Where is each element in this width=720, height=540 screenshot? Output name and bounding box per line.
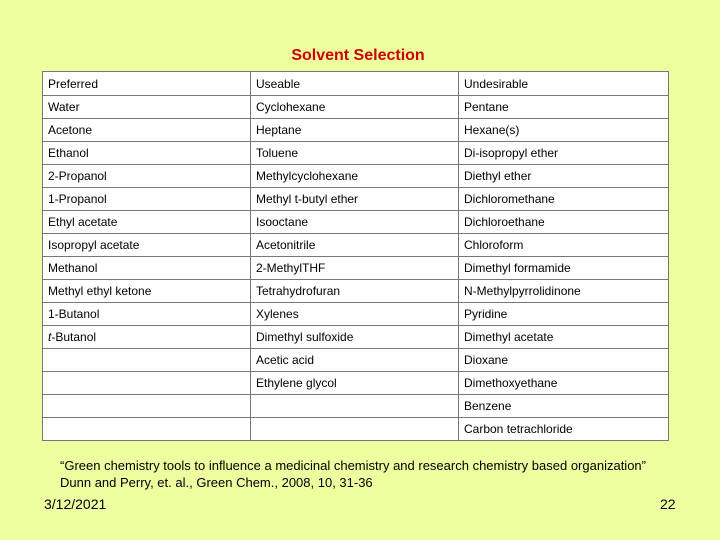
table-row	[43, 165, 669, 188]
cell-useable: Methyl t-butyl ether	[251, 188, 459, 211]
citation-line-1: “Green chemistry tools to influence a medicinal chemistry and research chemistry based organization”	[60, 458, 646, 473]
table-row	[43, 395, 669, 418]
cell-undesirable: Pentane	[459, 96, 669, 119]
cell-undesirable: Dichloromethane	[459, 188, 669, 211]
cell-preferred: Water	[43, 96, 251, 119]
table-row	[43, 119, 669, 142]
cell-preferred: Acetone	[43, 119, 251, 142]
cell-useable	[251, 418, 459, 441]
cell-useable: Isooctane	[251, 211, 459, 234]
table-row	[43, 418, 669, 441]
cell-useable	[251, 395, 459, 418]
table-row	[43, 372, 669, 395]
cell-useable: Methylcyclohexane	[251, 165, 459, 188]
header-undesirable: Undesirable	[459, 72, 669, 96]
cell-preferred: Methanol	[43, 257, 251, 280]
cell-useable: Xylenes	[251, 303, 459, 326]
cell-useable: Dimethyl sulfoxide	[251, 326, 459, 349]
cell-preferred	[43, 372, 251, 395]
cell-preferred: 1-Propanol	[43, 188, 251, 211]
cell-preferred: Ethyl acetate	[43, 211, 251, 234]
cell-preferred: Methyl ethyl ketone	[43, 280, 251, 303]
cell-undesirable: Benzene	[459, 395, 669, 418]
cell-undesirable: Di-isopropyl ether	[459, 142, 669, 165]
cell-useable: Tetrahydrofuran	[251, 280, 459, 303]
cell-useable: Toluene	[251, 142, 459, 165]
cell-useable: 2-MethylTHF	[251, 257, 459, 280]
table-row	[43, 211, 669, 234]
cell-preferred: 1-Butanol	[43, 303, 251, 326]
citation	[60, 457, 710, 491]
cell-undesirable: Chloroform	[459, 234, 669, 257]
cell-undesirable: Dimethyl acetate	[459, 326, 669, 349]
citation-line-2: Dunn and Perry, et. al., Green Chem., 2008, 10, 31-36	[60, 475, 373, 490]
cell-preferred	[43, 418, 251, 441]
cell-useable: Ethylene glycol	[251, 372, 459, 395]
cell-undesirable: N-Methylpyrrolidinone	[459, 280, 669, 303]
table-row	[43, 303, 669, 326]
table-row	[43, 142, 669, 165]
page-number: 22	[660, 496, 676, 512]
table-row	[43, 234, 669, 257]
cell-preferred: t-Butanol	[43, 326, 251, 349]
cell-undesirable: Dioxane	[459, 349, 669, 372]
header-useable: Useable	[251, 72, 459, 96]
cell-useable: Acetic acid	[251, 349, 459, 372]
header-preferred: Preferred	[43, 72, 251, 96]
cell-useable: Cyclohexane	[251, 96, 459, 119]
cell-undesirable: Carbon tetrachloride	[459, 418, 669, 441]
table-row	[43, 96, 669, 119]
table-row	[43, 280, 669, 303]
cell-undesirable: Pyridine	[459, 303, 669, 326]
table-row	[43, 326, 669, 349]
table-header-row	[43, 72, 669, 96]
cell-preferred: Isopropyl acetate	[43, 234, 251, 257]
cell-undesirable: Dichloroethane	[459, 211, 669, 234]
cell-preferred: 2-Propanol	[43, 165, 251, 188]
slide-title: Solvent Selection	[291, 47, 425, 64]
slide-date: 3/12/2021	[44, 496, 107, 512]
table-row	[43, 188, 669, 211]
table-row	[43, 257, 669, 280]
solvent-table	[42, 71, 669, 441]
cell-undesirable: Dimethoxyethane	[459, 372, 669, 395]
cell-preferred: Ethanol	[43, 142, 251, 165]
table-row	[43, 349, 669, 372]
cell-useable: Heptane	[251, 119, 459, 142]
cell-preferred	[43, 395, 251, 418]
cell-undesirable: Hexane(s)	[459, 119, 669, 142]
cell-preferred	[43, 349, 251, 372]
cell-useable: Acetonitrile	[251, 234, 459, 257]
cell-undesirable: Dimethyl formamide	[459, 257, 669, 280]
cell-undesirable: Diethyl ether	[459, 165, 669, 188]
